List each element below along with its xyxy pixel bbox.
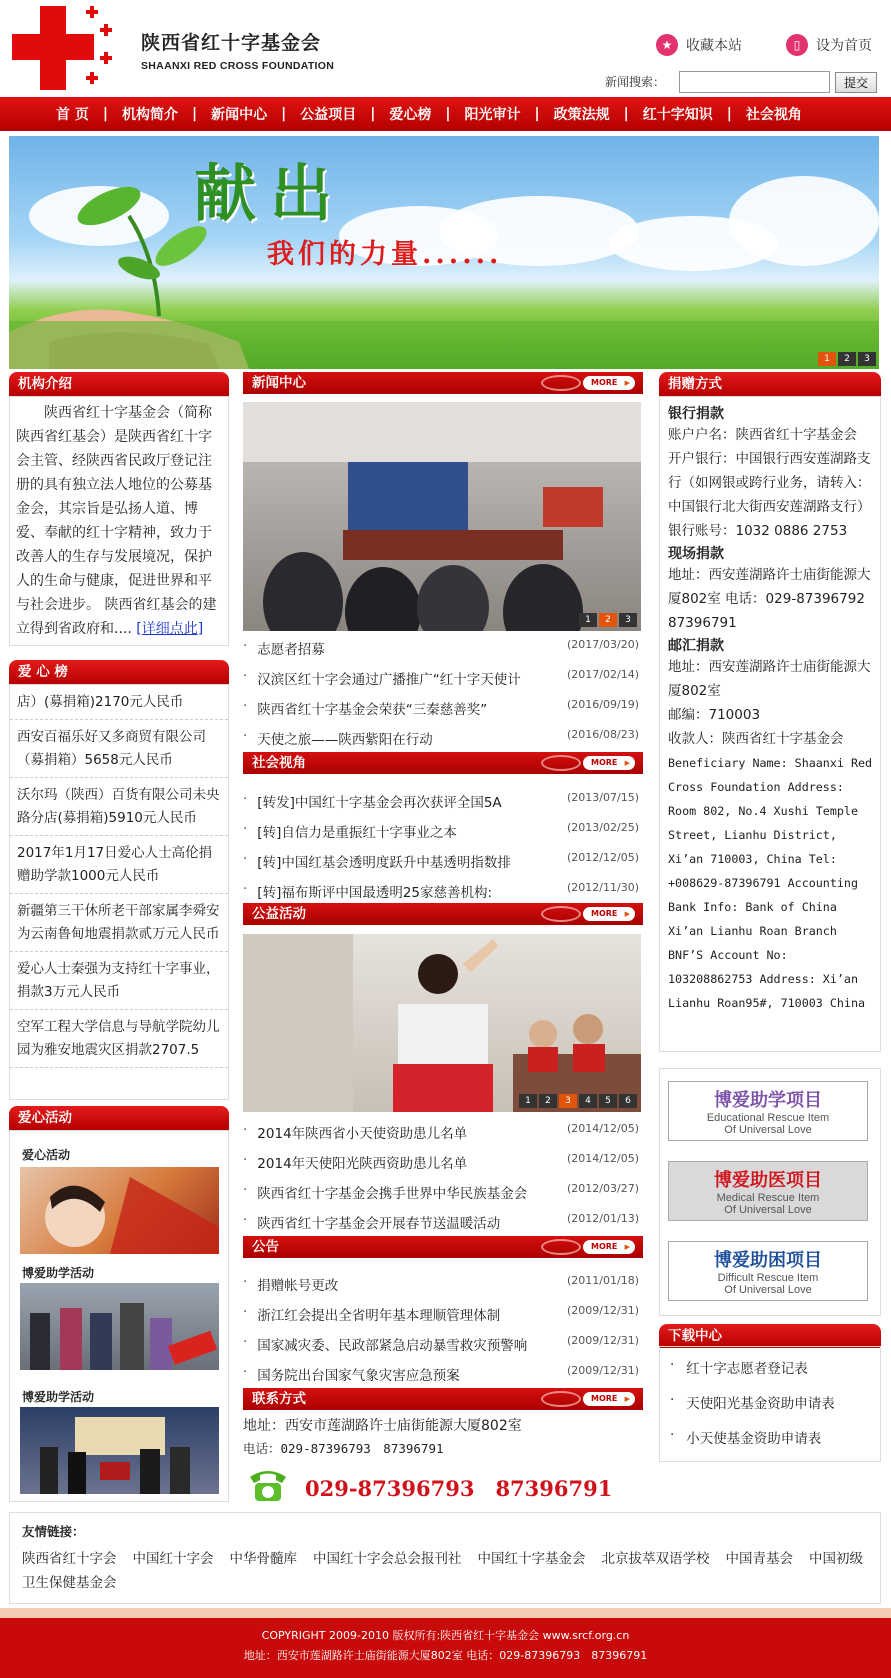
main-nav: [0, 97, 891, 131]
footer-address: 地址：西安市莲湖路许士庙街能源大厦802室 电话：029-87396793 87396791: [243, 1649, 648, 1662]
social-more-button[interactable]: MORE ▶: [583, 756, 635, 770]
news-row-title-wrap: [243, 1334, 527, 1354]
news-row-title-wrap: [243, 881, 492, 901]
news-title-link[interactable]: [转]中国红基会透明度跃升中基透明指数排: [257, 855, 511, 871]
news-photo-pager: [579, 613, 637, 627]
news-title-link[interactable]: [转]福布斯评中国最透明25家慈善机构:: [257, 885, 493, 901]
charity-photo[interactable]: [243, 934, 641, 1112]
banner-subtitle: 我们的力量......: [267, 239, 503, 270]
bookmark-label: 收藏本站: [686, 38, 742, 54]
social-header: [243, 752, 643, 774]
friend-link[interactable]: 中国红十字会总会报刊社: [313, 1551, 462, 1567]
news-row-title-wrap: [243, 791, 502, 811]
news-title-link[interactable]: 国家减灾委、民政部紧急启动暴雪救灾预警响: [257, 1338, 528, 1354]
pager-dot[interactable]: 5: [599, 1094, 617, 1108]
nav-item[interactable]: 政策法规: [553, 107, 610, 123]
bullet-icon: ·: [243, 791, 248, 807]
news-date: (2014/12/05): [567, 1152, 639, 1165]
nav-separator: |: [370, 106, 376, 122]
news-row-title-wrap: [243, 728, 433, 748]
news-row[interactable]: [243, 1182, 639, 1202]
download-item[interactable]: [670, 1427, 821, 1447]
news-title-link[interactable]: 天使之旅——陕西紫阳在行动: [257, 732, 433, 748]
bullet-icon: ·: [243, 668, 248, 684]
friend-link[interactable]: 中国红十字会: [132, 1551, 214, 1567]
pager-dot[interactable]: 3: [559, 1094, 577, 1108]
news-row[interactable]: [243, 1364, 639, 1384]
news-row[interactable]: [243, 728, 639, 748]
intro-box: [9, 396, 229, 646]
download-item[interactable]: [670, 1392, 835, 1412]
news-date: (2017/02/14): [567, 668, 639, 681]
news-row[interactable]: [243, 1274, 639, 1294]
bookmark-icon: ★: [656, 34, 678, 56]
news-date: (2009/12/31): [567, 1334, 639, 1347]
pager-dot[interactable]: 2: [599, 613, 617, 627]
news-row[interactable]: [243, 698, 639, 718]
news-date: (2012/12/05): [567, 851, 639, 864]
friend-link[interactable]: 中华骨髓库: [229, 1551, 297, 1567]
pager-dot[interactable]: 3: [619, 613, 637, 627]
bullet-icon: ·: [243, 1122, 248, 1138]
pager-dot[interactable]: 1: [579, 613, 597, 627]
bullet-icon: ·: [243, 1274, 248, 1290]
project-title: 博爱助学项目: [714, 1090, 822, 1111]
love-list-item[interactable]: 空军工程大学信息与导航学院幼儿园为雅安地震灾区捐款2707.5: [10, 1010, 228, 1068]
notice-header: [243, 1236, 643, 1258]
site-name-english: SHAANXI RED CROSS FOUNDATION: [141, 60, 335, 72]
project-title: 博爱助困项目: [714, 1250, 822, 1271]
news-row-title-wrap: [243, 1274, 338, 1294]
footer-copyright: COPYRIGHT 2009-2010 版权所有:陕西省红十字基金会 www.srcf.org.cn: [261, 1629, 630, 1642]
news-title-link[interactable]: [转]自信力是重振红十字事业之本: [257, 825, 457, 841]
news-row[interactable]: [243, 1212, 639, 1232]
friend-link[interactable]: 北京拔萃双语学校: [601, 1551, 710, 1567]
friend-link[interactable]: 陕西省红十字会: [22, 1551, 117, 1567]
telephone-icon: [246, 1467, 290, 1503]
project-banner[interactable]: [668, 1241, 868, 1301]
set-homepage-label: 设为首页: [816, 38, 872, 54]
news-title-link[interactable]: 2014年天使阳光陕西资助患儿名单: [257, 1156, 468, 1172]
news-title-link[interactable]: 陕西省红十字基金会开展春节送温暖活动: [257, 1216, 501, 1232]
nav-item[interactable]: 爱心榜: [389, 107, 432, 123]
bookmark-link[interactable]: [656, 34, 742, 56]
bullet-icon: ·: [243, 1334, 248, 1350]
search-submit-button[interactable]: 提交: [835, 72, 877, 93]
project-subtitle: Of Universal Love: [724, 1284, 812, 1296]
bank-account: 银行账号：1032 0886 2753: [668, 523, 848, 539]
charity-photo-pager: [519, 1094, 637, 1108]
news-title-link[interactable]: [转发]中国红十字基金会再次获评全国5A: [257, 795, 502, 811]
news-title-link[interactable]: 捐赠帐号更改: [257, 1278, 339, 1294]
donate-box: [659, 396, 881, 1052]
news-date: (2017/03/20): [567, 638, 639, 651]
friend-links-list: [22, 1547, 872, 1595]
intro-more-link[interactable]: [详细点此]: [136, 621, 204, 637]
banner-pager: [818, 352, 876, 366]
intro-body: 陕西省红十字基金会（简称陕西省红基会）是陕西省红十字会主管、经陕西省民政厅登记注册的具有独立法人地位的公募基金会，其宗旨是弘扬人道、博爱、奉献的红十字精神，致力于改善人的生存与发展境况，保护人的生命与健康，促进世界和平与社会进步。 陕西省红基会的建立得到省政府和....: [16, 405, 217, 637]
contact-address: 地址：西安市莲湖路许士庙街能源大厦802室: [243, 1418, 522, 1434]
news-title-link[interactable]: 陕西省红十字基金会荣获“三秦慈善奖”: [257, 702, 488, 718]
social-title: 社会视角: [252, 755, 306, 771]
nav-separator: |: [726, 106, 732, 122]
downloads-header: 下载中心: [659, 1324, 881, 1348]
contact-title: 联系方式: [252, 1391, 306, 1407]
love-list-item[interactable]: 沃尔玛（陕西）百货有限公司未央路分店(募捐箱)5910元人民币: [10, 778, 228, 836]
bullet-icon: ·: [670, 1357, 675, 1373]
news-row-title-wrap: [243, 821, 457, 841]
project-banner[interactable]: [668, 1161, 868, 1221]
nav-separator: |: [623, 106, 629, 122]
bank-donation-text: 账户户名：陕西省红十字基金会 开户银行：中国银行西安莲湖路支行（如网银或跨行业务，请转入：中国银行北大街西安莲湖路支行）: [668, 427, 871, 515]
pager-dot[interactable]: 2: [539, 1094, 557, 1108]
footer-strip: [0, 1608, 891, 1618]
bullet-icon: ·: [243, 1152, 248, 1168]
intro-text: [10, 397, 228, 641]
love-list-item[interactable]: 西安百福乐好又多商贸有限公司（募捐箱）5658元人民币: [10, 720, 228, 778]
friend-link[interactable]: 中国红十字基金会: [477, 1551, 586, 1567]
pager-dot[interactable]: 1: [818, 352, 836, 366]
download-label: 红十字志愿者登记表: [686, 1361, 808, 1377]
bank-donation-title: 银行捐款: [668, 406, 724, 422]
activity-photo[interactable]: [20, 1283, 219, 1370]
bullet-icon: ·: [243, 1182, 248, 1198]
love-list-item[interactable]: 爱心人士秦强为支持红十字事业，捐款3万元人民币: [10, 952, 228, 1010]
footer: [0, 1618, 891, 1678]
contact-phone: 电话：029-87396793 87396791: [243, 1441, 444, 1456]
onsite-donation-text: 地址：西安莲湖路许士庙街能源大厦802室 电话：029-87396792 87396791: [668, 567, 871, 631]
news-date: (2009/12/31): [567, 1304, 639, 1317]
news-date: (2013/02/25): [567, 821, 639, 834]
site-name: 陕西省红十字基金会: [141, 32, 322, 54]
news-row[interactable]: [243, 1304, 639, 1324]
receiver: 收款人：陕西省红十字基金会: [668, 731, 844, 747]
nav-item[interactable]: 机构简介: [122, 107, 178, 123]
charity-more-button[interactable]: MORE ▶: [583, 907, 635, 921]
activity-title: 博爱助学活动: [22, 1266, 95, 1280]
news-row[interactable]: [243, 1122, 639, 1142]
news-date: (2016/09/19): [567, 698, 639, 711]
pager-dot[interactable]: 1: [519, 1094, 537, 1108]
news-title-link[interactable]: 国务院出台国家气象灾害应急预案: [257, 1368, 460, 1384]
pager-dot[interactable]: 4: [579, 1094, 597, 1108]
news-row[interactable]: [243, 791, 639, 811]
activity-photo[interactable]: [20, 1407, 219, 1494]
news-row[interactable]: [243, 821, 639, 841]
notice-more-button[interactable]: MORE ▶: [583, 1240, 635, 1254]
love-list-item[interactable]: 店）(募捐箱)2170元人民币: [10, 685, 228, 720]
love-list-header: 爱 心 榜: [9, 660, 229, 684]
nav-item[interactable]: 阳光审计: [464, 107, 521, 123]
news-date: (2009/12/31): [567, 1364, 639, 1377]
activity-title: 博爱助学活动: [22, 1390, 95, 1404]
project-subtitle: Difficult Rescue Item: [717, 1272, 819, 1284]
friend-link[interactable]: 中国初级卫生保健基金会: [22, 1551, 863, 1591]
nav-item[interactable]: 首 页: [56, 107, 89, 123]
mail-donation-text: 地址：西安莲湖路许士庙街能源大厦802室: [668, 659, 871, 699]
search-input[interactable]: [679, 71, 830, 93]
contact-big-phone: 029-87396793 87396791: [305, 1476, 613, 1501]
notice-title: 公告: [252, 1239, 279, 1255]
banner-headline: 献出: [194, 157, 347, 230]
downloads-box: [659, 1346, 881, 1462]
news-date: (2012/11/30): [567, 881, 639, 894]
news-row-title-wrap: [243, 1152, 467, 1172]
english-bank-info: Beneficiary Name: Shaanxi Red Cross Foundation Address: Room 802, No.4 Xushi Temple Street, Lianhu District, Xi’an 710003, China Tel: +008629-87396791 Accounting Bank Info: Bank of China Xi’an Lianhu Roan Branch BNF’S Account No: 103208862753 Address: Xi’an Lianhu Roan95#, 710003 China: [668, 756, 873, 1010]
friend-links: [9, 1512, 881, 1604]
friend-link[interactable]: 中国青基会: [725, 1551, 793, 1567]
project-banner[interactable]: [668, 1081, 868, 1141]
news-row[interactable]: [243, 668, 639, 688]
news-date: (2012/01/13): [567, 1212, 639, 1225]
charity-header: [243, 903, 643, 925]
download-label: 天使阳光基金资助申请表: [686, 1396, 835, 1412]
project-title: 博爱助医项目: [714, 1170, 822, 1191]
love-list-item[interactable]: 新疆第三干休所老干部家属李舜安为云南鲁甸地震捐款贰万元人民币: [10, 894, 228, 952]
news-title-link[interactable]: 陕西省红十字基金会携手世界中华民族基金会: [257, 1186, 528, 1202]
bullet-icon: ·: [243, 881, 248, 897]
news-row-title-wrap: [243, 1304, 500, 1324]
bullet-icon: ·: [243, 638, 248, 654]
news-row[interactable]: [243, 881, 639, 901]
search-label: 新闻搜索：: [605, 75, 666, 89]
contact-more-button[interactable]: MORE ▶: [583, 1392, 635, 1406]
onsite-donation-title: 现场捐款: [668, 546, 724, 562]
download-label: 小天使基金资助申请表: [686, 1431, 822, 1447]
news-row-title-wrap: [243, 698, 487, 718]
news-title-link[interactable]: 浙江红会提出全省明年基本理顺管理体制: [257, 1308, 501, 1324]
news-row-title-wrap: [243, 1182, 527, 1202]
news-title: 新闻中心: [252, 375, 306, 391]
project-subtitle: Of Universal Love: [724, 1204, 812, 1216]
nav-separator: |: [534, 106, 540, 122]
news-date: (2013/07/15): [567, 791, 639, 804]
news-header: [243, 372, 643, 394]
bullet-icon: ·: [243, 1304, 248, 1320]
news-title-link[interactable]: 汉滨区红十字会通过广播推广“红十字天使计: [257, 672, 521, 688]
activity-photo[interactable]: [20, 1167, 219, 1254]
contact-header: [243, 1388, 643, 1410]
news-row-title-wrap: [243, 1364, 460, 1384]
love-list: [9, 684, 229, 1100]
news-more-button[interactable]: MORE ▶: [583, 376, 635, 390]
mail-donation-title: 邮汇捐款: [668, 638, 724, 654]
bullet-icon: ·: [670, 1427, 675, 1443]
mobile-icon: ▯: [786, 34, 808, 56]
friend-links-title: 友情链接：: [22, 1524, 85, 1539]
news-row-title-wrap: [243, 851, 511, 871]
pager-dot[interactable]: 2: [838, 352, 856, 366]
bullet-icon: ·: [243, 728, 248, 744]
project-subtitle: Of Universal Love: [724, 1124, 812, 1136]
love-list-item[interactable]: 2017年1月17日爱心人士高伦捐赠助学款1000元人民币: [10, 836, 228, 894]
news-photo[interactable]: [243, 402, 641, 631]
nav-separator: |: [192, 106, 198, 122]
nav-separator: |: [445, 106, 451, 122]
news-title-link[interactable]: 志愿者招募: [257, 642, 325, 658]
pager-dot[interactable]: 3: [858, 352, 876, 366]
nav-item[interactable]: 社会视角: [745, 107, 802, 123]
activities-header: 爱心活动: [9, 1106, 229, 1130]
nav-item[interactable]: 红十字知识: [642, 107, 713, 123]
bullet-icon: ·: [243, 821, 248, 837]
news-row[interactable]: [243, 1152, 639, 1172]
nav-item[interactable]: 公益项目: [300, 107, 357, 123]
news-date: (2014/12/05): [567, 1122, 639, 1135]
activities-box: [9, 1130, 229, 1502]
news-date: (2016/08/23): [567, 728, 639, 741]
news-row[interactable]: [243, 1334, 639, 1354]
bullet-icon: ·: [243, 698, 248, 714]
bullet-icon: ·: [243, 1364, 248, 1380]
news-row-title-wrap: [243, 1212, 500, 1232]
news-date: (2012/03/27): [567, 1182, 639, 1195]
nav-separator: |: [102, 106, 108, 122]
project-subtitle: Educational Rescue Item: [706, 1112, 830, 1124]
bullet-icon: ·: [243, 1212, 248, 1228]
news-row-title-wrap: [243, 1122, 467, 1142]
postcode: 邮编：710003: [668, 707, 761, 723]
bullet-icon: ·: [243, 851, 248, 867]
news-row-title-wrap: [243, 638, 325, 658]
news-title-link[interactable]: 2014年陕西省小天使资助患儿名单: [257, 1126, 468, 1142]
nav-separator: |: [281, 106, 287, 122]
nav-item[interactable]: 新闻中心: [211, 107, 268, 123]
news-row[interactable]: [243, 851, 639, 871]
news-row[interactable]: [243, 638, 639, 658]
project-subtitle: Medical Rescue Item: [716, 1192, 820, 1204]
news-date: (2011/01/18): [567, 1274, 639, 1287]
activity-title: 爱心活动: [22, 1148, 71, 1162]
red-cross-logo: [12, 6, 117, 90]
intro-header: 机构介绍: [9, 372, 229, 396]
projects-box: [659, 1068, 881, 1316]
news-row-title-wrap: [243, 668, 521, 688]
bullet-icon: ·: [670, 1392, 675, 1408]
banner[interactable]: [9, 136, 879, 369]
download-item[interactable]: [670, 1357, 808, 1377]
donate-header: 捐赠方式: [659, 372, 881, 396]
charity-title: 公益活动: [252, 906, 306, 922]
pager-dot[interactable]: 6: [619, 1094, 637, 1108]
set-homepage-link[interactable]: [786, 34, 872, 56]
